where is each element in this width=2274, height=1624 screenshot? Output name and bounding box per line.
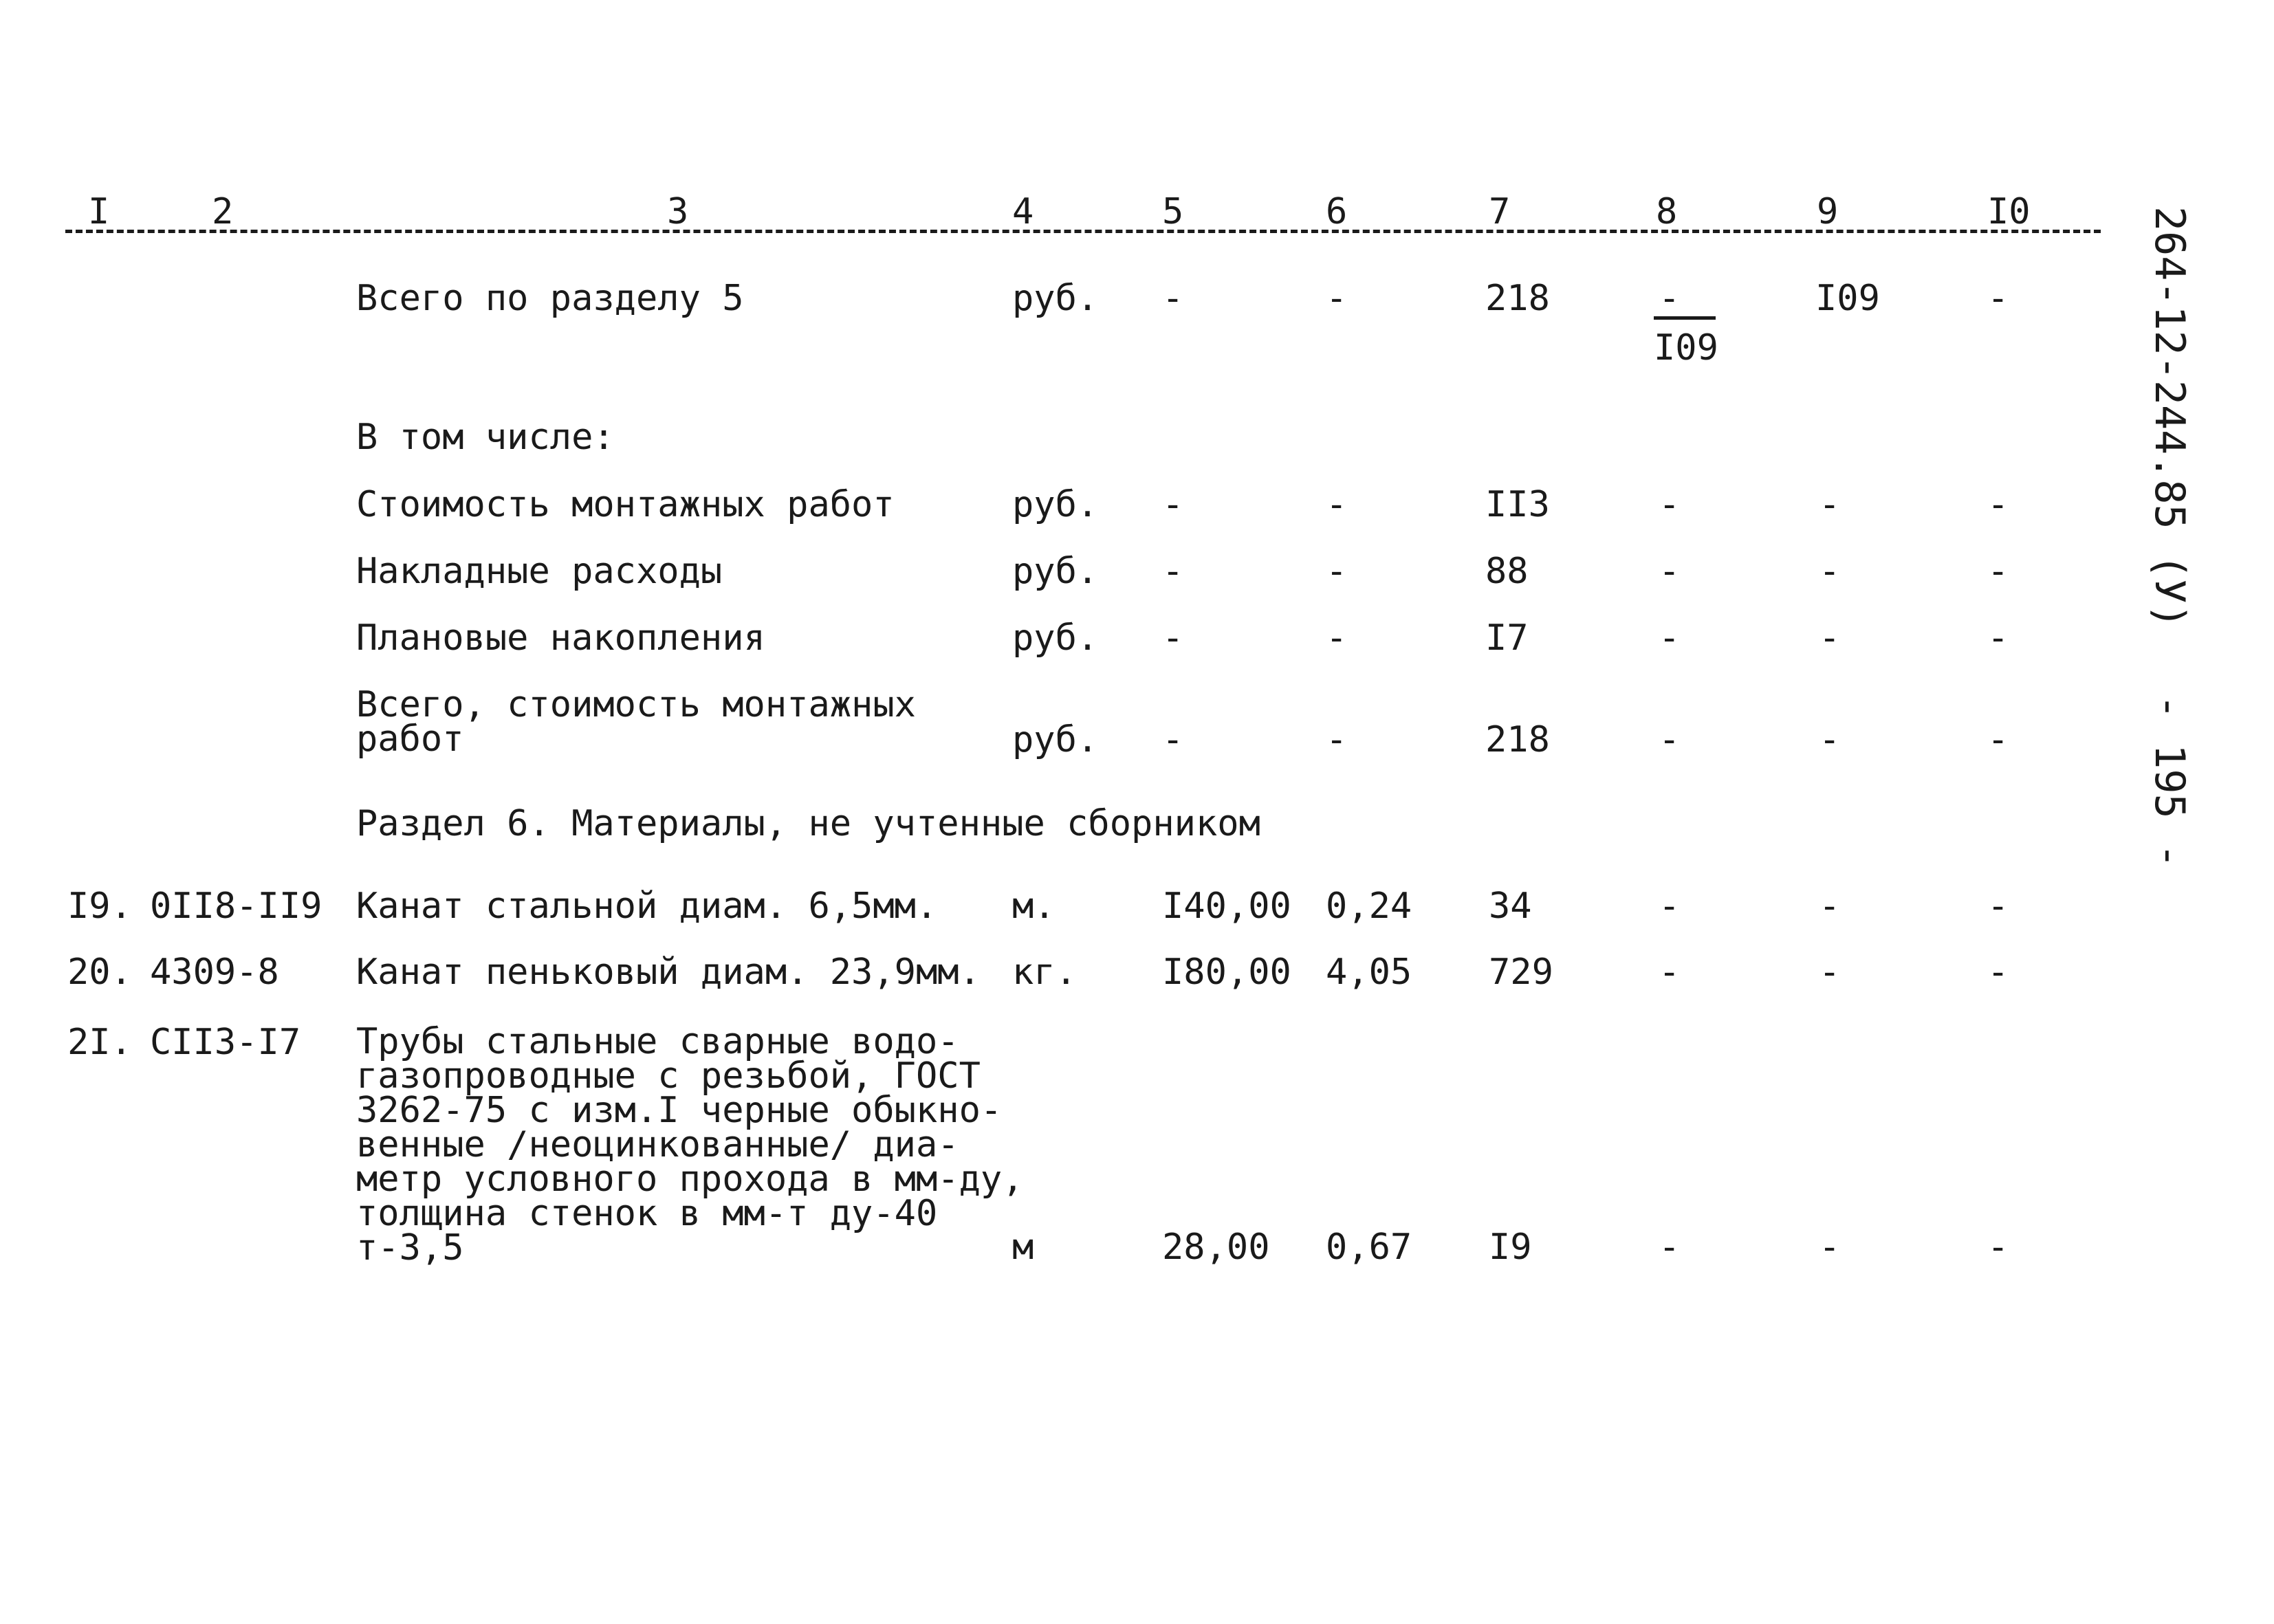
row-unit: руб. bbox=[1012, 484, 1099, 525]
row-col7: II3 bbox=[1485, 484, 1550, 525]
item-name: Канат стальной диам. 6,5мм. bbox=[356, 886, 938, 927]
item-col8: - bbox=[1659, 952, 1681, 993]
item-col8: - bbox=[1659, 886, 1681, 927]
header-col-6: 6 bbox=[1326, 191, 1348, 232]
row-unit: руб. bbox=[1012, 617, 1099, 659]
row-col8: - bbox=[1659, 719, 1681, 760]
header-col-7: 7 bbox=[1489, 191, 1511, 232]
row-col9: - bbox=[1819, 551, 1841, 592]
row-col10: - bbox=[1987, 719, 2009, 760]
row-col5: - bbox=[1162, 551, 1184, 592]
item-col9: - bbox=[1819, 1227, 1841, 1268]
row-col7: I7 bbox=[1485, 617, 1529, 659]
row-name: Стоимость монтажных работ bbox=[356, 484, 895, 525]
row-name: Всего по разделу 5 bbox=[356, 278, 744, 319]
row-unit: руб. bbox=[1012, 719, 1099, 760]
row-unit: руб. bbox=[1012, 278, 1099, 319]
section6-title: Раздел 6. Материалы, не учтенные сборником bbox=[356, 803, 1260, 844]
header-col-1: I bbox=[88, 191, 110, 232]
header-col-8: 8 bbox=[1656, 191, 1678, 232]
row-col5: - bbox=[1162, 617, 1184, 659]
item-col7: 34 bbox=[1489, 886, 1532, 927]
page-number: - 195 - bbox=[2145, 694, 2194, 868]
item-col10: - bbox=[1987, 886, 2009, 927]
row-col8: - bbox=[1659, 617, 1681, 659]
header-col-10: I0 bbox=[1987, 191, 2031, 232]
row-col8: - bbox=[1659, 484, 1681, 525]
row-col5: - bbox=[1162, 278, 1184, 319]
item-code: 4309-8 bbox=[150, 952, 279, 993]
item-unit: кг. bbox=[1012, 952, 1077, 993]
item-name: Канат пеньковый диам. 23,9мм. bbox=[356, 952, 981, 993]
row-col6: - bbox=[1326, 719, 1348, 760]
row-col6: - bbox=[1326, 551, 1348, 592]
row-col8-bottom: I09 bbox=[1654, 327, 1718, 369]
row-name: Плановые накопления bbox=[356, 617, 765, 659]
row-col10: - bbox=[1987, 278, 2009, 319]
row-col8-top: - bbox=[1659, 278, 1681, 319]
header-col-5: 5 bbox=[1162, 191, 1184, 232]
row-unit: руб. bbox=[1012, 551, 1099, 592]
item-unit: м. bbox=[1012, 886, 1056, 927]
row-col6: - bbox=[1326, 484, 1348, 525]
item-col6: 4,05 bbox=[1326, 952, 1412, 993]
item-col7: I9 bbox=[1489, 1227, 1532, 1268]
item-col5: I40,00 bbox=[1162, 886, 1291, 927]
item-code: CII3-I7 bbox=[150, 1022, 301, 1063]
row-col9: - bbox=[1819, 484, 1841, 525]
item-col9: - bbox=[1819, 952, 1841, 993]
item-col10: - bbox=[1987, 1227, 2009, 1268]
item-number: 2I. bbox=[67, 1022, 132, 1063]
item-col6: 0,24 bbox=[1326, 886, 1412, 927]
row-col9: - bbox=[1819, 617, 1841, 659]
row-col7: 218 bbox=[1485, 278, 1550, 319]
header-col-4: 4 bbox=[1012, 191, 1034, 232]
header-col-2: 2 bbox=[212, 191, 234, 232]
row-col6: - bbox=[1326, 278, 1348, 319]
row-col5: - bbox=[1162, 719, 1184, 760]
item-unit: м bbox=[1012, 1227, 1034, 1268]
fraction-line bbox=[1654, 316, 1716, 320]
row-col6: - bbox=[1326, 617, 1348, 659]
item-col9: - bbox=[1819, 886, 1841, 927]
item-col7: 729 bbox=[1489, 952, 1553, 993]
header-divider bbox=[65, 230, 2101, 233]
row-name: Накладные расходы bbox=[356, 551, 723, 592]
header-col-3: 3 bbox=[667, 191, 689, 232]
document-code: 264-12-244.85 (У) bbox=[2145, 206, 2194, 629]
item-col6: 0,67 bbox=[1326, 1227, 1412, 1268]
item-code: 0II8-II9 bbox=[150, 886, 322, 927]
row-col10: - bbox=[1987, 617, 2009, 659]
item-number: I9. bbox=[67, 886, 132, 927]
row-col9: - bbox=[1819, 719, 1841, 760]
row-col8: - bbox=[1659, 551, 1681, 592]
row-col9: I09 bbox=[1815, 278, 1880, 319]
item-col5: 28,00 bbox=[1162, 1227, 1270, 1268]
item-col10: - bbox=[1987, 952, 2009, 993]
row-col10: - bbox=[1987, 484, 2009, 525]
header-col-9: 9 bbox=[1817, 191, 1839, 232]
item-name: Трубы стальные сварные водо- газопроводные с резьбой, ГОСТ 3262-75 с изм.I черные обыкно- венные /неоцинкованные/ диа- метр условного прохода в мм-ду, толщина стенок в мм-т ду-40 т-3,5 bbox=[356, 1021, 1024, 1269]
row-name: Всего, стоимость монтажных работ bbox=[356, 684, 916, 760]
row-col5: - bbox=[1162, 484, 1184, 525]
row-col7: 218 bbox=[1485, 719, 1550, 760]
item-number: 20. bbox=[67, 952, 132, 993]
item-col5: I80,00 bbox=[1162, 952, 1291, 993]
item-col8: - bbox=[1659, 1227, 1681, 1268]
row-col7: 88 bbox=[1485, 551, 1529, 592]
row-col10: - bbox=[1987, 551, 2009, 592]
including-label: В том числе: bbox=[356, 417, 615, 458]
